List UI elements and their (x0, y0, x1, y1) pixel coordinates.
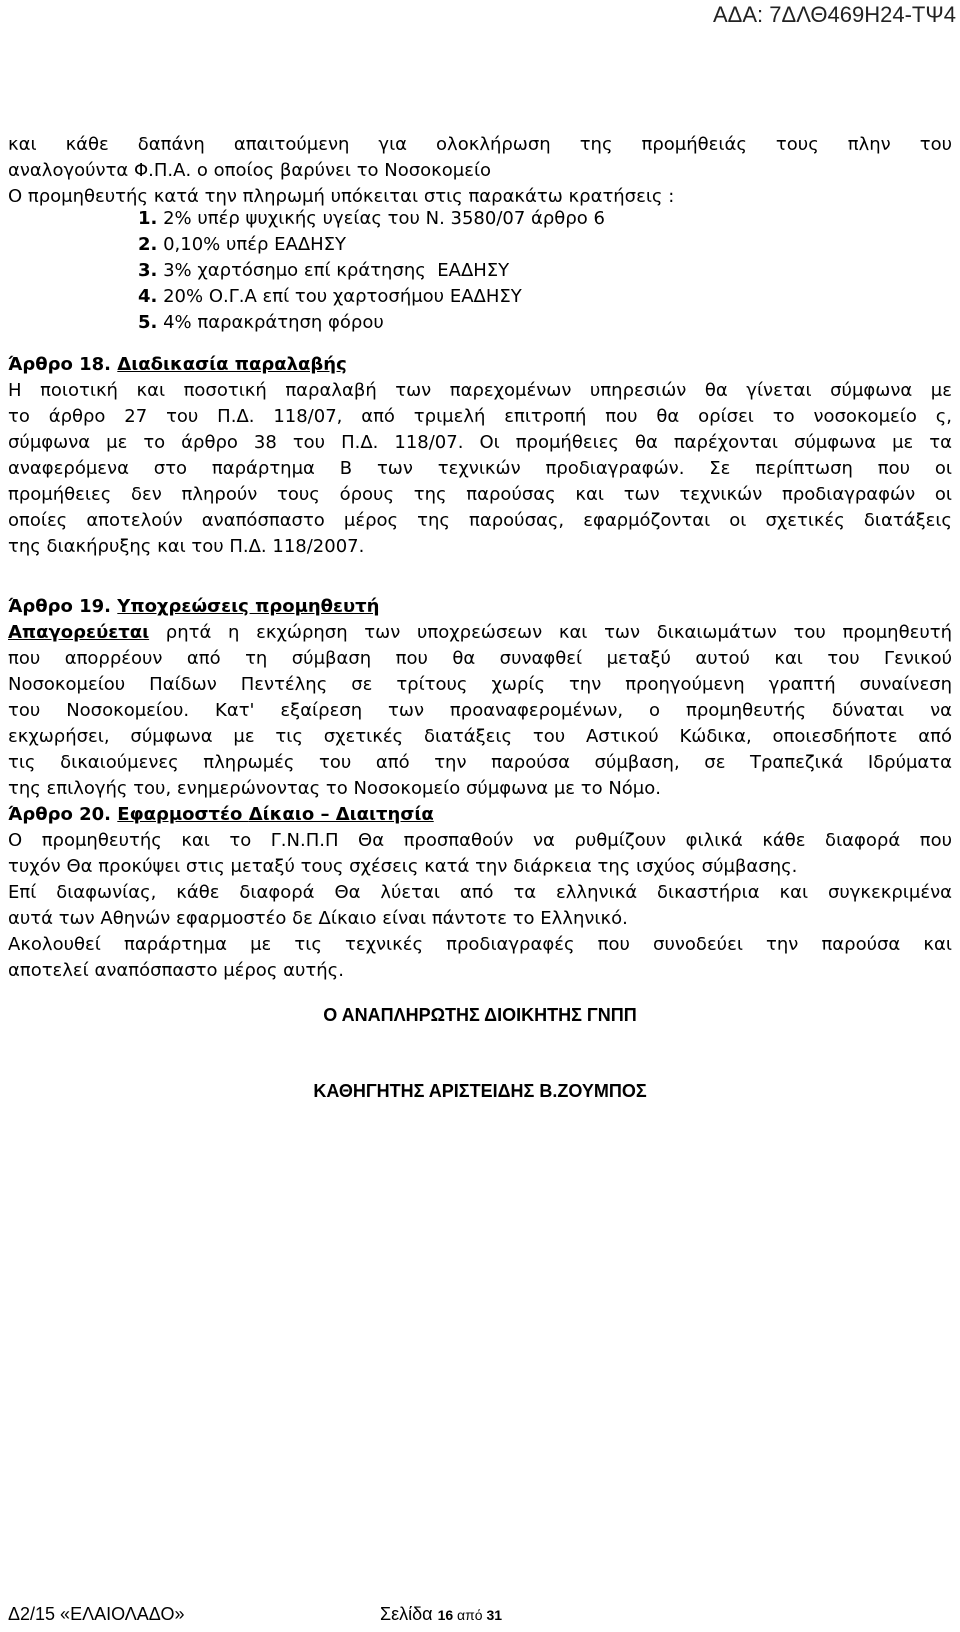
article-18-heading: Άρθρο 18. Διαδικασία παραλαβής (8, 354, 347, 375)
article-18-line: οποίες αποτελούν αναπόσπαστο μέρος της παρούσας, εφαρμόζονται οι σχετικές διατάξεις (8, 510, 952, 531)
article-18-line: Η ποιοτική και ποσοτική παραλαβή των παρεχομένων υπηρεσιών θα γίνεται σύμφωνα με (8, 380, 952, 401)
article-19-line: εκχωρήσει, σύμφωνα με τις σχετικές διατάξεις του Αστικού Κώδικα, οποιεσδήποτε από (8, 726, 952, 747)
deductions-list (8, 206, 952, 336)
intro-paragraph (8, 132, 952, 210)
article-19-line: του Νοσοκομείου. Κατ' εξαίρεση των προαναφερομένων, ο προμηθευτής δύναται να (8, 700, 952, 721)
article-18-line: προμήθειες δεν πληρούν τους όρους της παρούσας και των τεχνικών προδιαγραφών οι (8, 484, 952, 505)
list-item: 5. 4% παρακράτηση φόρου (138, 312, 384, 333)
article-20-line: αποτελεί αναπόσπαστο μέρος αυτής. (8, 960, 344, 981)
list-item: 4. 20% Ο.Γ.Α επί του χαρτοσήμου ΕΑΔΗΣΥ (138, 286, 522, 307)
article-20-line: αυτά των Αθηνών εφαρμοστέο δε Δίκαιο είναι πάντοτε το Ελληνικό. (8, 908, 628, 929)
list-item: 3. 3% χαρτόσημο επί κράτησης ΕΑΔΗΣΥ (138, 260, 510, 281)
list-item: 1. 2% υπέρ ψυχικής υγείας του Ν. 3580/07 άρθρο 6 (138, 208, 605, 229)
intro-line-1: και κάθε δαπάνη απαιτούμενη για ολοκλήρωση της προμήθειάς τους πλην του (8, 134, 952, 155)
article-20-title: Εφαρμοστέο Δίκαιο – Διαιτησία (117, 804, 434, 825)
article-20-line: Ακολουθεί παράρτημα με τις τεχνικές προδιαγραφές που συνοδεύει την παρούσα και (8, 934, 952, 955)
article-18-line: αναφερόμενα στο παράρτημα Β των τεχνικών προδιαγραφών. Σε περίπτωση που οι (8, 458, 952, 479)
article-20-line: Ο προμηθευτής και το Γ.Ν.Π.Π Θα προσπαθούν να ρυθμίζουν φιλικά κάθε διαφορά που (8, 830, 952, 851)
article-19-line: της επιλογής του, ενημερώνοντας το Νοσοκομείο σύμφωνα με το Νόμο. (8, 778, 661, 799)
article-20 (8, 802, 952, 984)
article-19-line: που απορρέουν από τη σύμβαση που θα συναφθεί μεταξύ αυτού και του Γενικού (8, 648, 952, 669)
article-19 (8, 594, 952, 802)
list-item: 2. 0,10% υπέρ ΕΑΔΗΣΥ (138, 234, 347, 255)
page-footer (8, 1604, 952, 1626)
article-18-line: σύμφωνα με το άρθρο 38 του Π.Δ. 118/07. Οι προμήθειες θα παρέχονται σύμφωνα με τα (8, 432, 952, 453)
intro-line-3: Ο προμηθευτής κατά την πληρωμή υπόκειται στις παρακάτω κρατήσεις : (8, 186, 675, 207)
document-reference: Δ2/15 «ΕΛΑΙΟΛΑΔΟ» (8, 1604, 185, 1624)
article-18 (8, 352, 952, 560)
article-19-heading: Άρθρο 19. Υποχρεώσεις προμηθευτή (8, 596, 380, 617)
intro-line-2: αναλογούντα Φ.Π.Α. ο οποίος βαρύνει το Νοσοκομείο (8, 160, 492, 181)
article-20-heading: Άρθρο 20. Εφαρμοστέο Δίκαιο – Διαιτησία (8, 804, 434, 825)
signature-role: Ο ΑΝΑΠΛΗΡΩΤΗΣ ΔΙΟΙΚΗΤΗΣ ΓΝΠΠ (323, 1005, 637, 1025)
article-18-title: Διαδικασία παραλαβής (117, 354, 347, 375)
article-18-line: της διακήρυξης και του Π.Δ. 118/2007. (8, 536, 365, 557)
article-19-line: τις δικαιούμενες πληρωμές του από την παρούσα σύμβαση, σε Τραπεζικά Ιδρύματα (8, 752, 952, 773)
article-19-line: Απαγορεύεται ρητά η εκχώρηση των υποχρεώσεων και των δικαιωμάτων του προμηθευτή (8, 622, 952, 643)
article-19-title: Υποχρεώσεις προμηθευτή (117, 596, 380, 617)
article-20-line: τυχόν Θα προκύψει στις μεταξύ τους σχέσεις κατά την διάρκεια της ισχύος σύμβασης. (8, 856, 798, 877)
signature-name: ΚΑΘΗΓΗΤΗΣ ΑΡΙΣΤΕΙΔΗΣ Β.ΖΟΥΜΠΟΣ (313, 1081, 647, 1101)
ada-code: ΑΔΑ: 7ΔΛΘ469Η24-ΤΨ4 (713, 2, 956, 27)
article-19-line: Νοσοκομείου Παίδων Πεντέλης σε τρίτους χωρίς την προηγούμενη γραπτή συναίνεση (8, 674, 952, 695)
article-18-line: το άρθρο 27 του Π.Δ. 118/07, από τριμελή επιτροπή που θα ορίσει το νοσοκομείο ς, (8, 406, 952, 427)
page-number: Σελίδα 16 από 31 (380, 1604, 503, 1624)
article-20-line: Επί διαφωνίας, κάθε διαφορά Θα λύεται από τα ελληνικά δικαστήρια και συγκεκριμένα (8, 882, 952, 903)
